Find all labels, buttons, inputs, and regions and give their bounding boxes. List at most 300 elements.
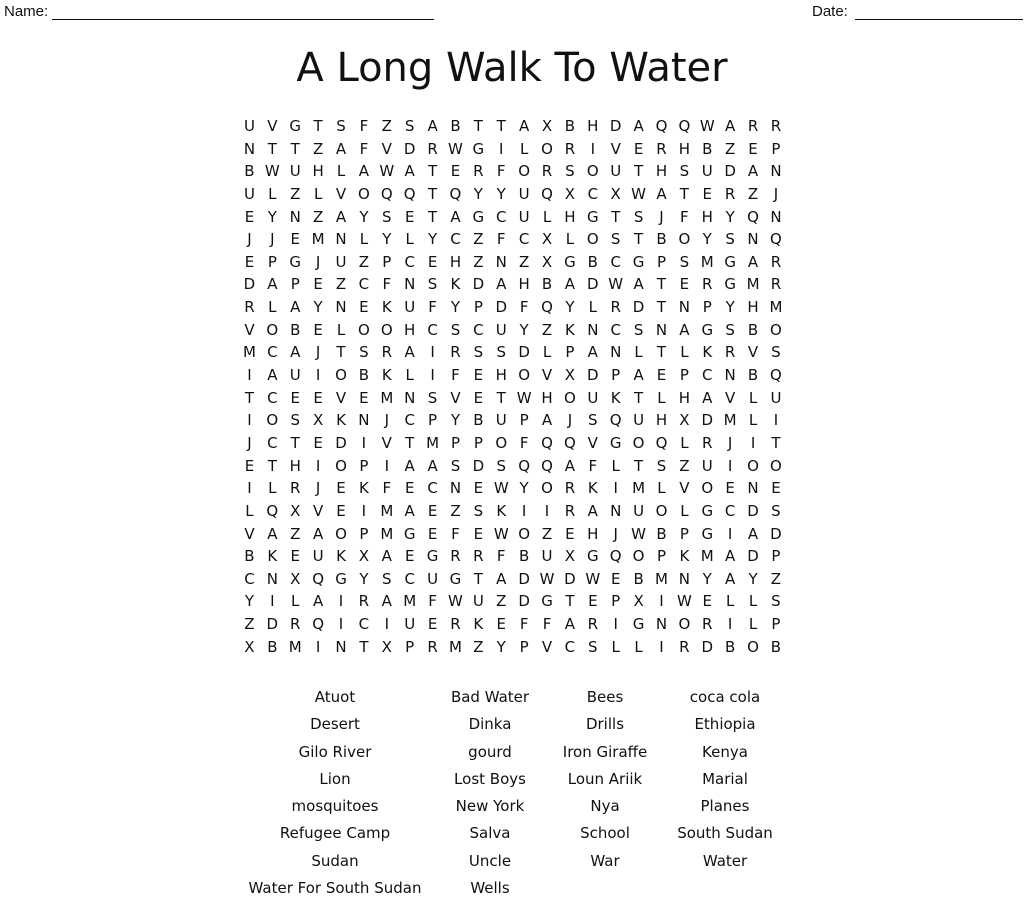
grid-letter: A — [633, 275, 644, 294]
grid-letter: P — [450, 433, 460, 452]
grid-letter: S — [450, 320, 461, 339]
grid-letter: C — [610, 320, 621, 339]
grid-letter: R — [610, 298, 621, 317]
grid-letter: F — [680, 207, 689, 226]
grid-letter: E — [336, 501, 346, 520]
word-column-1 — [235, 686, 435, 904]
grid-letter: S — [404, 117, 415, 135]
grid-letter: A — [564, 456, 576, 475]
grid-letter: O — [655, 501, 668, 520]
grid-letter: B — [633, 569, 644, 588]
grid-letter: U — [404, 298, 416, 317]
grid-letter: T — [473, 117, 483, 135]
grid-letter: U — [587, 388, 599, 407]
grid-letter: T — [359, 637, 369, 656]
grid-letter: C — [267, 433, 278, 452]
grid-letter: L — [657, 388, 666, 407]
grid-letter: L — [748, 615, 758, 634]
grid-letter: R — [450, 547, 461, 566]
grid-letter: L — [748, 388, 758, 407]
grid-letter: I — [727, 615, 733, 634]
grid-letter: E — [427, 252, 438, 271]
grid-letter: T — [496, 117, 506, 135]
grid-letter: Z — [473, 230, 484, 249]
grid-letter: S — [633, 320, 644, 339]
grid-letter: S — [633, 207, 644, 226]
grid-letter: A — [267, 524, 278, 543]
grid-letter: B — [541, 275, 553, 294]
grid-letter: Y — [725, 298, 735, 317]
grid-letter: K — [336, 411, 346, 430]
grid-letter: M — [700, 252, 714, 271]
grid-letter: T — [656, 275, 667, 294]
grid-letter: P — [405, 637, 415, 656]
grid-letter: F — [359, 117, 369, 135]
grid-letter: C — [404, 569, 415, 588]
grid-letter: A — [679, 320, 690, 339]
grid-letter: M — [655, 569, 668, 588]
grid-letter: M — [288, 637, 302, 656]
grid-letter: Z — [450, 501, 461, 520]
grid-letter: X — [610, 184, 621, 203]
grid-letter: H — [678, 388, 690, 407]
grid-letter: T — [427, 207, 438, 226]
grid-letter: N — [289, 207, 301, 226]
grid-letter: I — [361, 433, 367, 452]
grid-letter: L — [611, 456, 620, 475]
grid-letter: C — [450, 230, 461, 249]
grid-letter: V — [450, 388, 461, 407]
word-list-item: Water For South Sudan — [248, 879, 422, 898]
grid-letter: V — [312, 501, 324, 520]
grid-letter: Z — [747, 184, 759, 203]
grid-letter: N — [747, 479, 759, 498]
grid-letter: D — [495, 298, 508, 317]
grid-letter: O — [701, 479, 714, 498]
grid-letter: C — [404, 411, 415, 430]
grid-letter: P — [473, 433, 483, 452]
grid-letter: Q — [770, 230, 782, 249]
grid-letter: N — [770, 162, 782, 181]
word-list-item: Nya — [590, 797, 620, 816]
grid-letter: Z — [518, 252, 530, 271]
grid-letter: M — [380, 501, 394, 520]
grid-letter: I — [659, 592, 664, 611]
grid-letter: G — [609, 433, 622, 452]
grid-letter: J — [384, 411, 389, 430]
grid-letter: P — [771, 615, 781, 634]
word-list-item: Planes — [700, 797, 750, 816]
date-line — [855, 19, 1023, 20]
grid-letter: Y — [519, 320, 529, 339]
grid-letter: O — [586, 162, 599, 181]
grid-letter: I — [384, 456, 389, 475]
grid-letter: T — [634, 230, 644, 249]
grid-letter: R — [541, 162, 553, 181]
grid-letter: I — [659, 637, 664, 656]
grid-letter: I — [315, 366, 321, 385]
grid-letter: E — [244, 252, 255, 271]
grid-letter: I — [384, 615, 389, 634]
grid-letter: V — [541, 637, 553, 656]
grid-letter: E — [404, 479, 415, 498]
grid-letter: F — [542, 615, 552, 634]
grid-letter: T — [656, 298, 667, 317]
grid-letter: T — [313, 117, 323, 135]
grid-letter: J — [270, 230, 275, 249]
grid-letter: G — [586, 207, 599, 226]
grid-letter: R — [564, 479, 576, 498]
grid-letter: R — [473, 162, 484, 181]
grid-letter: A — [725, 117, 736, 135]
grid-letter: T — [427, 184, 438, 203]
grid-letter: W — [493, 479, 509, 498]
grid-letter: O — [541, 479, 553, 498]
grid-letter: L — [405, 366, 414, 385]
grid-letter: T — [336, 343, 346, 362]
grid-letter: F — [382, 479, 392, 498]
grid-letter: U — [701, 456, 713, 475]
word-list-item: Marial — [702, 769, 748, 788]
grid-letter: W — [699, 117, 715, 135]
grid-letter: B — [725, 637, 736, 656]
grid-letter: G — [335, 569, 347, 588]
word-list-item: Loun Ariik — [567, 769, 643, 788]
grid-letter: N — [404, 388, 416, 407]
grid-letter: G — [541, 592, 553, 611]
grid-letter: G — [472, 139, 485, 158]
grid-letter: W — [631, 184, 646, 203]
grid-letter: G — [632, 615, 645, 634]
grid-letter: Z — [244, 615, 255, 634]
grid-letter: C — [724, 501, 736, 520]
grid-letter: P — [359, 524, 369, 543]
grid-letter: B — [747, 320, 759, 339]
grid-letter: N — [358, 411, 370, 430]
grid-letter: R — [290, 615, 301, 634]
grid-letter: X — [679, 411, 690, 430]
grid-letter: O — [266, 411, 279, 430]
word-list-item: Uncle — [468, 851, 512, 870]
grid-letter: N — [655, 615, 668, 634]
grid-letter: O — [518, 524, 531, 543]
grid-letter: Z — [496, 592, 507, 611]
grid-letter: B — [450, 117, 461, 135]
grid-letter: Q — [518, 456, 531, 475]
grid-letter: N — [335, 637, 347, 656]
grid-letter: I — [499, 139, 504, 158]
grid-letter: X — [564, 184, 576, 203]
grid-letter: E — [359, 388, 369, 407]
grid-letter: S — [725, 320, 735, 339]
grid-letter: H — [518, 275, 530, 294]
word-list-item: Salva — [469, 824, 511, 843]
grid-letter: G — [586, 547, 599, 566]
grid-letter: Y — [748, 569, 758, 588]
grid-letter: E — [656, 366, 667, 385]
grid-letter: P — [359, 456, 369, 475]
grid-letter: P — [656, 547, 666, 566]
grid-letter: N — [724, 366, 736, 385]
grid-letter: K — [358, 479, 369, 498]
grid-letter: C — [518, 230, 530, 249]
grid-letter: P — [519, 411, 529, 430]
word-list-item: Wells — [470, 879, 510, 898]
grid-letter: L — [565, 230, 575, 249]
grid-letter: R — [427, 139, 438, 158]
word-list-item: Bees — [586, 688, 624, 706]
grid-letter: X — [564, 366, 576, 385]
grid-letter: B — [770, 637, 782, 656]
grid-letter: T — [656, 343, 667, 362]
grid-letter: F — [451, 366, 460, 385]
grid-letter: F — [496, 162, 506, 181]
grid-letter: E — [748, 139, 758, 158]
grid-letter: G — [724, 252, 736, 271]
grid-letter: E — [473, 524, 484, 543]
grid-letter: O — [770, 456, 782, 475]
grid-letter: D — [701, 411, 714, 430]
grid-letter: B — [244, 547, 255, 566]
grid-letter: O — [335, 456, 347, 475]
grid-letter: S — [473, 501, 484, 520]
grid-letter: Q — [655, 433, 668, 452]
grid-letter: Q — [380, 184, 393, 203]
grid-letter: D — [747, 547, 759, 566]
grid-letter: T — [473, 569, 483, 588]
grid-letter: D — [266, 615, 279, 634]
grid-letter: Q — [609, 411, 622, 430]
grid-letter: M — [448, 637, 462, 656]
grid-letter: Z — [473, 252, 484, 271]
grid-letter: D — [472, 275, 485, 294]
word-list-item: Gilo River — [298, 742, 372, 761]
grid-letter: P — [771, 139, 781, 158]
grid-letter: D — [609, 117, 622, 135]
word-column-4 — [660, 686, 790, 877]
grid-letter: Q — [678, 117, 691, 135]
grid-letter: W — [264, 162, 280, 181]
date-label: Date: — [812, 3, 848, 20]
grid-letter: A — [404, 501, 415, 520]
grid-letter: A — [747, 162, 759, 181]
grid-letter: M — [426, 433, 440, 452]
grid-letter: P — [565, 343, 575, 362]
grid-letter: U — [472, 592, 484, 611]
grid-letter: R — [724, 184, 736, 203]
grid-letter: C — [244, 569, 255, 588]
grid-letter: W — [539, 569, 555, 588]
grid-letter: G — [701, 320, 714, 339]
grid-letter: C — [358, 275, 370, 294]
word-list-item: Lost Boys — [454, 769, 526, 788]
grid-letter: H — [289, 456, 301, 475]
grid-letter: A — [633, 117, 644, 135]
grid-letter: T — [290, 433, 300, 452]
grid-letter: I — [773, 411, 779, 430]
grid-letter: D — [403, 139, 416, 158]
grid-letter: Q — [541, 298, 553, 317]
grid-letter: A — [747, 252, 759, 271]
grid-letter: D — [701, 637, 714, 656]
grid-letter: O — [495, 433, 508, 452]
grid-letter: L — [336, 162, 346, 181]
grid-letter: B — [747, 366, 759, 385]
grid-letter: R — [244, 298, 255, 317]
grid-letter: M — [380, 524, 394, 543]
grid-letter: U — [701, 162, 713, 181]
grid-letter: E — [702, 592, 712, 611]
grid-letter: X — [633, 592, 644, 611]
grid-letter: S — [588, 411, 598, 430]
grid-letter: H — [312, 162, 324, 181]
grid-letter: G — [403, 524, 416, 543]
grid-letter: R — [679, 637, 690, 656]
name-line — [52, 19, 434, 20]
grid-letter: K — [702, 343, 713, 362]
word-list-item: South Sudan — [677, 824, 773, 843]
grid-letter: D — [335, 433, 347, 452]
grid-letter: K — [496, 501, 507, 520]
grid-letter: L — [588, 298, 597, 317]
grid-letter: E — [427, 501, 438, 520]
grid-letter: V — [747, 343, 759, 362]
grid-letter: F — [359, 139, 369, 158]
grid-letter: B — [473, 411, 484, 430]
grid-letter: X — [290, 501, 301, 520]
grid-letter: Q — [312, 569, 325, 588]
grid-letter: V — [335, 184, 347, 203]
grid-letter: C — [267, 343, 278, 362]
grid-letter: E — [771, 479, 781, 498]
grid-letter: M — [700, 547, 714, 566]
grid-letter: O — [678, 615, 691, 634]
grid-letter: C — [587, 184, 599, 203]
grid-letter: S — [427, 388, 438, 407]
grid-letter: V — [381, 433, 392, 452]
grid-letter: A — [587, 343, 598, 362]
grid-letter: Z — [541, 320, 553, 339]
grid-letter: R — [770, 275, 782, 294]
grid-letter: S — [656, 456, 667, 475]
grid-letter: P — [656, 252, 666, 271]
grid-letter: S — [588, 637, 598, 656]
grid-letter: E — [244, 456, 255, 475]
word-list-item: mosquitoes — [291, 797, 379, 816]
grid-letter: V — [725, 388, 736, 407]
grid-letter: G — [701, 524, 714, 543]
grid-letter: L — [268, 479, 277, 498]
grid-letter: A — [725, 547, 736, 566]
grid-letter: T — [267, 456, 277, 475]
word-list-item: Bad Water — [450, 688, 530, 706]
grid-letter: M — [403, 592, 417, 611]
grid-letter: V — [244, 524, 255, 543]
grid-letter: X — [244, 637, 255, 656]
grid-letter: O — [357, 320, 370, 339]
grid-letter: G — [701, 501, 714, 520]
grid-letter: M — [380, 388, 394, 407]
grid-letter: K — [381, 298, 392, 317]
grid-letter: E — [313, 388, 323, 407]
grid-letter: E — [610, 569, 621, 588]
grid-letter: E — [404, 547, 415, 566]
grid-letter: G — [632, 252, 645, 271]
grid-letter: J — [315, 343, 321, 362]
grid-letter: P — [679, 524, 689, 543]
grid-letter: X — [290, 569, 301, 588]
grid-letter: L — [725, 592, 735, 611]
grid-letter: D — [472, 456, 485, 475]
grid-letter: K — [679, 547, 690, 566]
grid-letter: U — [243, 117, 255, 135]
grid-letter: N — [610, 501, 622, 520]
grid-letter: L — [359, 230, 369, 249]
grid-letter: K — [610, 388, 621, 407]
grid-letter: N — [655, 320, 668, 339]
grid-letter: F — [519, 433, 529, 452]
grid-letter: H — [564, 207, 576, 226]
grid-letter: U — [243, 184, 255, 203]
grid-letter: Q — [541, 184, 553, 203]
grid-letter: I — [727, 524, 733, 543]
grid-letter: D — [632, 298, 645, 317]
grid-letter: S — [382, 569, 392, 588]
grid-letter: D — [587, 275, 599, 294]
grid-letter: V — [267, 117, 278, 135]
grid-letter: R — [381, 343, 392, 362]
grid-letter: E — [244, 207, 255, 226]
grid-letter: V — [587, 433, 598, 452]
grid-letter: O — [518, 162, 531, 181]
grid-letter: Y — [496, 637, 506, 656]
grid-letter: F — [496, 547, 506, 566]
grid-letter: C — [427, 320, 438, 339]
grid-letter: Y — [382, 230, 392, 249]
grid-letter: H — [404, 320, 416, 339]
grid-letter: A — [267, 275, 278, 294]
grid-letter: R — [702, 433, 713, 452]
grid-letter: M — [311, 230, 325, 249]
word-list-item: Desert — [310, 715, 360, 734]
grid-letter: X — [312, 411, 324, 430]
grid-letter: O — [747, 637, 759, 656]
grid-letter: C — [610, 252, 621, 271]
grid-letter: I — [727, 456, 733, 475]
grid-letter: P — [679, 366, 689, 385]
grid-letter: U — [289, 162, 301, 181]
grid-letter: U — [541, 547, 553, 566]
grid-letter: S — [610, 230, 621, 249]
grid-letter: G — [472, 207, 485, 226]
grid-letter: D — [724, 162, 736, 181]
grid-letter: A — [312, 592, 324, 611]
grid-letter: L — [634, 343, 643, 362]
grid-letter: N — [678, 569, 690, 588]
grid-letter: N — [770, 207, 782, 226]
grid-letter: P — [267, 252, 277, 271]
grid-letter: R — [770, 117, 782, 135]
grid-letter: H — [541, 388, 553, 407]
grid-letter: E — [427, 524, 438, 543]
grid-letter: J — [773, 184, 779, 203]
grid-letter: W — [631, 524, 646, 543]
grid-letter: W — [585, 569, 601, 588]
grid-letter: V — [381, 139, 392, 158]
grid-letter: S — [450, 456, 461, 475]
grid-letter: O — [357, 184, 370, 203]
grid-letter: B — [587, 252, 598, 271]
